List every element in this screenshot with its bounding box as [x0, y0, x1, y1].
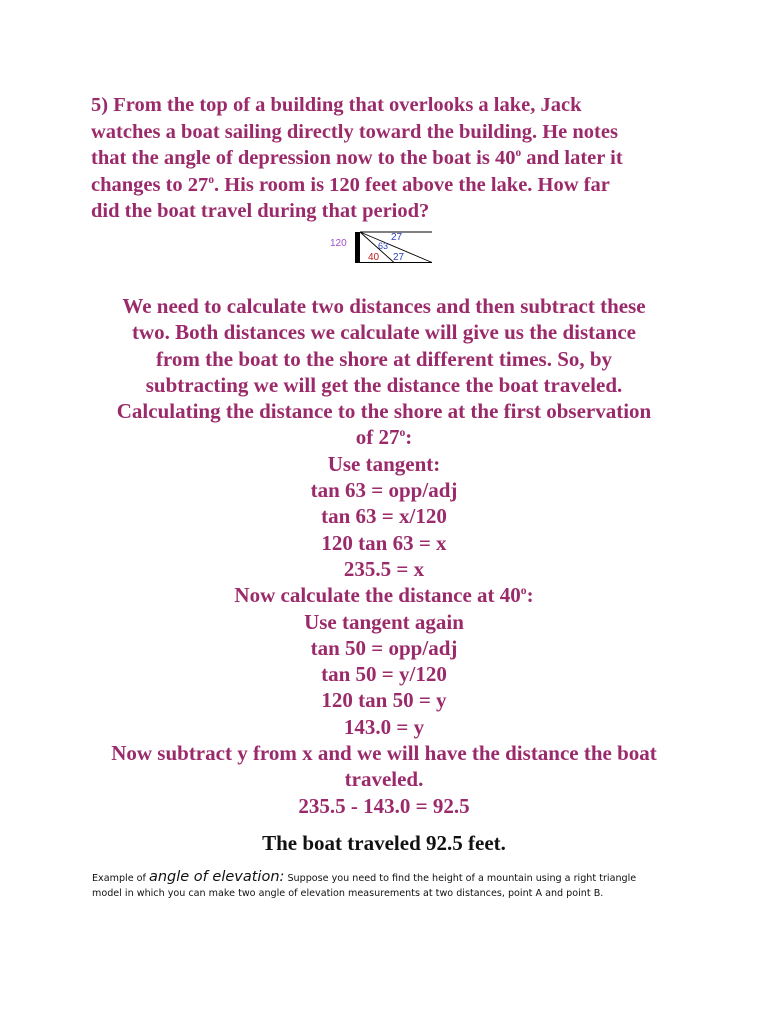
angle-label-bottom-right: 27 [393, 252, 405, 263]
solution-line: 120 tan 50 = y [321, 688, 447, 713]
degree-mark: o [520, 585, 527, 598]
problem-line [91, 145, 691, 172]
solution-line: tan 50 = opp/adj [310, 635, 458, 660]
solution-line: 235.5 = x [343, 556, 425, 581]
solution-line: tan 63 = opp/adj [310, 478, 458, 503]
problem-text: changes to 27 [91, 173, 209, 196]
solution-line: Now subtract y from x and we will have the distance the boat [111, 741, 657, 766]
angle-label-top: 27 [391, 232, 403, 243]
example-text: Suppose you need to find the height of a mountain using a right triangle [284, 873, 637, 884]
problem-line: watches a boat sailing directly toward the building. He notes [91, 120, 618, 143]
solution-line: from the boat to the shore at different times. So, by [155, 346, 613, 371]
problem-line: did the boat travel during that period? [91, 200, 430, 222]
solution-line: two. Both distances we calculate will give us the distance [132, 320, 636, 345]
solution-line: subtracting we will get the distance the boat traveled. [145, 372, 623, 397]
colon: : [526, 583, 534, 608]
solution-text-part: of 27 [355, 425, 400, 450]
solution-text-part: Now calculate the distance at 40 [234, 583, 521, 608]
colon: : [405, 425, 413, 450]
building-wall [355, 232, 360, 263]
problem-text: . His room is 120 feet above the lake. How far [213, 173, 610, 196]
example-prefix: Example of [92, 873, 149, 884]
solution-line: 143.0 = y [343, 714, 425, 739]
solution-line: 235.5 - 143.0 = 92.5 [298, 793, 470, 818]
solution-line [74, 424, 694, 450]
degree-mark: o [399, 427, 406, 440]
solution-line: traveled. [344, 767, 424, 792]
triangle-diagram [328, 229, 438, 265]
degree-mark: o [208, 173, 214, 186]
solution-line: Calculating the distance to the shore at the first observation [116, 399, 652, 424]
angle-label-inner: 63 [378, 241, 389, 251]
example-line [92, 870, 692, 886]
degree-mark: o [515, 147, 522, 160]
problem-text: that the angle of depression now to the boat is 40 [91, 147, 516, 169]
example-note [92, 870, 692, 901]
solution-line: tan 63 = x/120 [321, 504, 447, 529]
problem-line: 5) From the top of a building that overlooks a lake, Jack [91, 94, 582, 116]
example-term: angle of elevation: [148, 869, 285, 885]
problem-text: and later it [521, 147, 623, 169]
example-line: model in which you can make two angle of elevation measurements at two distances, point A and point B. [92, 888, 604, 899]
problem-statement [91, 92, 691, 225]
solution-line: We need to calculate two distances and then subtract these [122, 294, 646, 318]
solution-line: Use tangent again [304, 609, 464, 634]
height-label: 120 [330, 238, 347, 249]
solution-line [74, 582, 694, 608]
problem-line [91, 172, 691, 199]
solution-line: Use tangent: [327, 451, 441, 476]
solution-text [74, 293, 694, 819]
final-answer: The boat traveled 92.5 feet. [262, 831, 506, 855]
solution-line: tan 50 = y/120 [321, 662, 447, 687]
solution-line: 120 tan 63 = x [321, 530, 447, 555]
angle-label-bottom-left: 40 [368, 252, 380, 263]
